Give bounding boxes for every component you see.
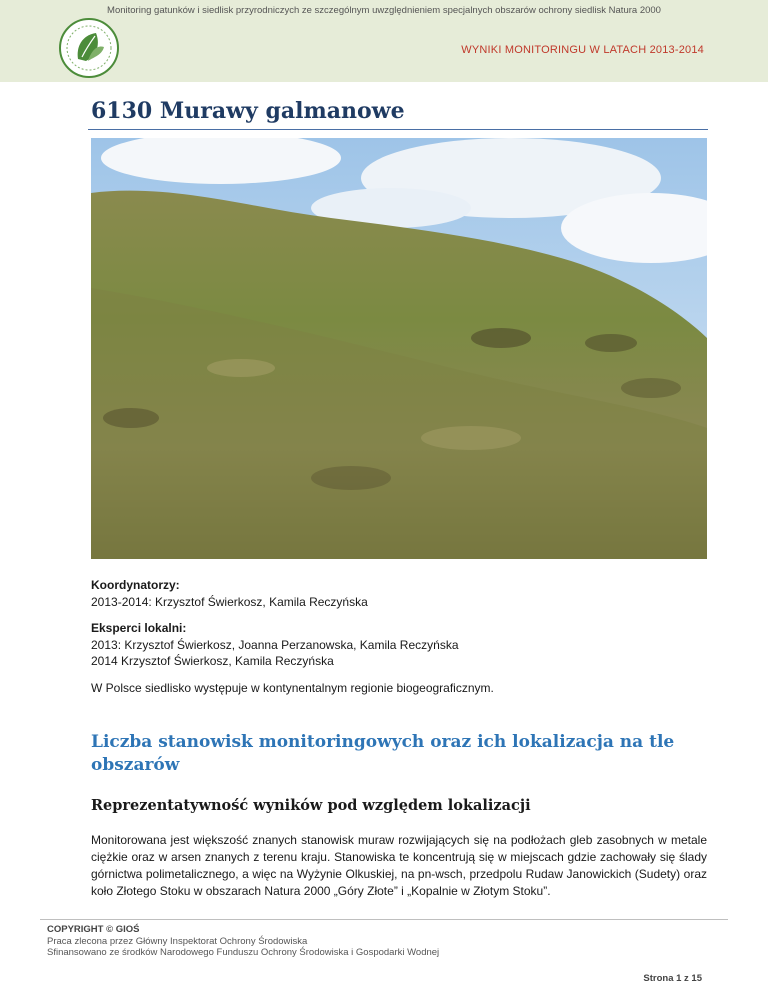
page-number: Strona 1 z 15 <box>643 973 702 984</box>
coordinators-line: 2013-2014: Krzysztof Świerkosz, Kamila Reczyńska <box>91 594 368 609</box>
page-header <box>0 0 768 82</box>
footer-funding-line: Sfinansowano ze środków Narodowego Funduszu Ochrony Środowiska i Gospodarki Wodnej <box>47 947 440 958</box>
footer-commission-line: Praca zlecona przez Główny Inspektorat Ochrony Środowiska <box>47 935 308 947</box>
page-footer <box>47 924 439 959</box>
coordinators-label: Koordynatorzy: <box>91 578 180 592</box>
authors-section <box>91 577 707 696</box>
region-text: W Polsce siedlisko występuje w kontynentalnym regionie biogeograficznym. <box>91 680 494 695</box>
coordinators-block <box>91 577 707 610</box>
subsection-heading: Reprezentatywność wyników pod względem lokalizacji <box>91 797 531 814</box>
page-title: 6130 Murawy galmanowe <box>91 98 405 124</box>
title-divider <box>88 129 708 130</box>
leaf-seal-logo-icon <box>58 17 120 79</box>
grassy-hill-photo-icon <box>91 138 707 559</box>
footer-divider <box>40 919 728 920</box>
header-results-label: WYNIKI MONITORINGU W LATACH 2013-2014 <box>461 44 704 56</box>
section-heading: Liczba stanowisk monitoringowych oraz ich lokalizacja na tle obszarów <box>91 732 675 775</box>
experts-line-2013: 2013: Krzysztof Świerkosz, Joanna Perzanowska, Kamila Reczyńska <box>91 637 459 652</box>
experts-label: Eksperci lokalni: <box>91 621 187 635</box>
copyright-text: COPYRIGHT © GIOŚ <box>47 924 140 935</box>
experts-block <box>91 620 707 670</box>
header-project-title: Monitoring gatunków i siedlisk przyrodniczych ze szczególnym uwzględnieniem specjalnych obszarów ochrony siedlisk Natura 2000 <box>107 5 661 16</box>
experts-line-2014: 2014 Krzysztof Świerkosz, Kamila Reczyńska <box>91 654 334 668</box>
body-paragraph: Monitorowana jest większość znanych stanowisk muraw rozwijających się na podłożach gleb zasobnych w metale ciężkie oraz w arsen znanych z terenu kraju. Stanowiska te koncentrują się w miejscach gdzie zachowały się ślady górnictwa polimetalicznego, a więc na Wyżynie Olkuskiej, na pn-wsch, przedpolu Rudaw Janowickich (Sudety) oraz koło Złotego Stoku w obszarach Natura 2000 „Góry Złote” i „Kopalnie w Złotym Stoku”. <box>91 833 707 898</box>
